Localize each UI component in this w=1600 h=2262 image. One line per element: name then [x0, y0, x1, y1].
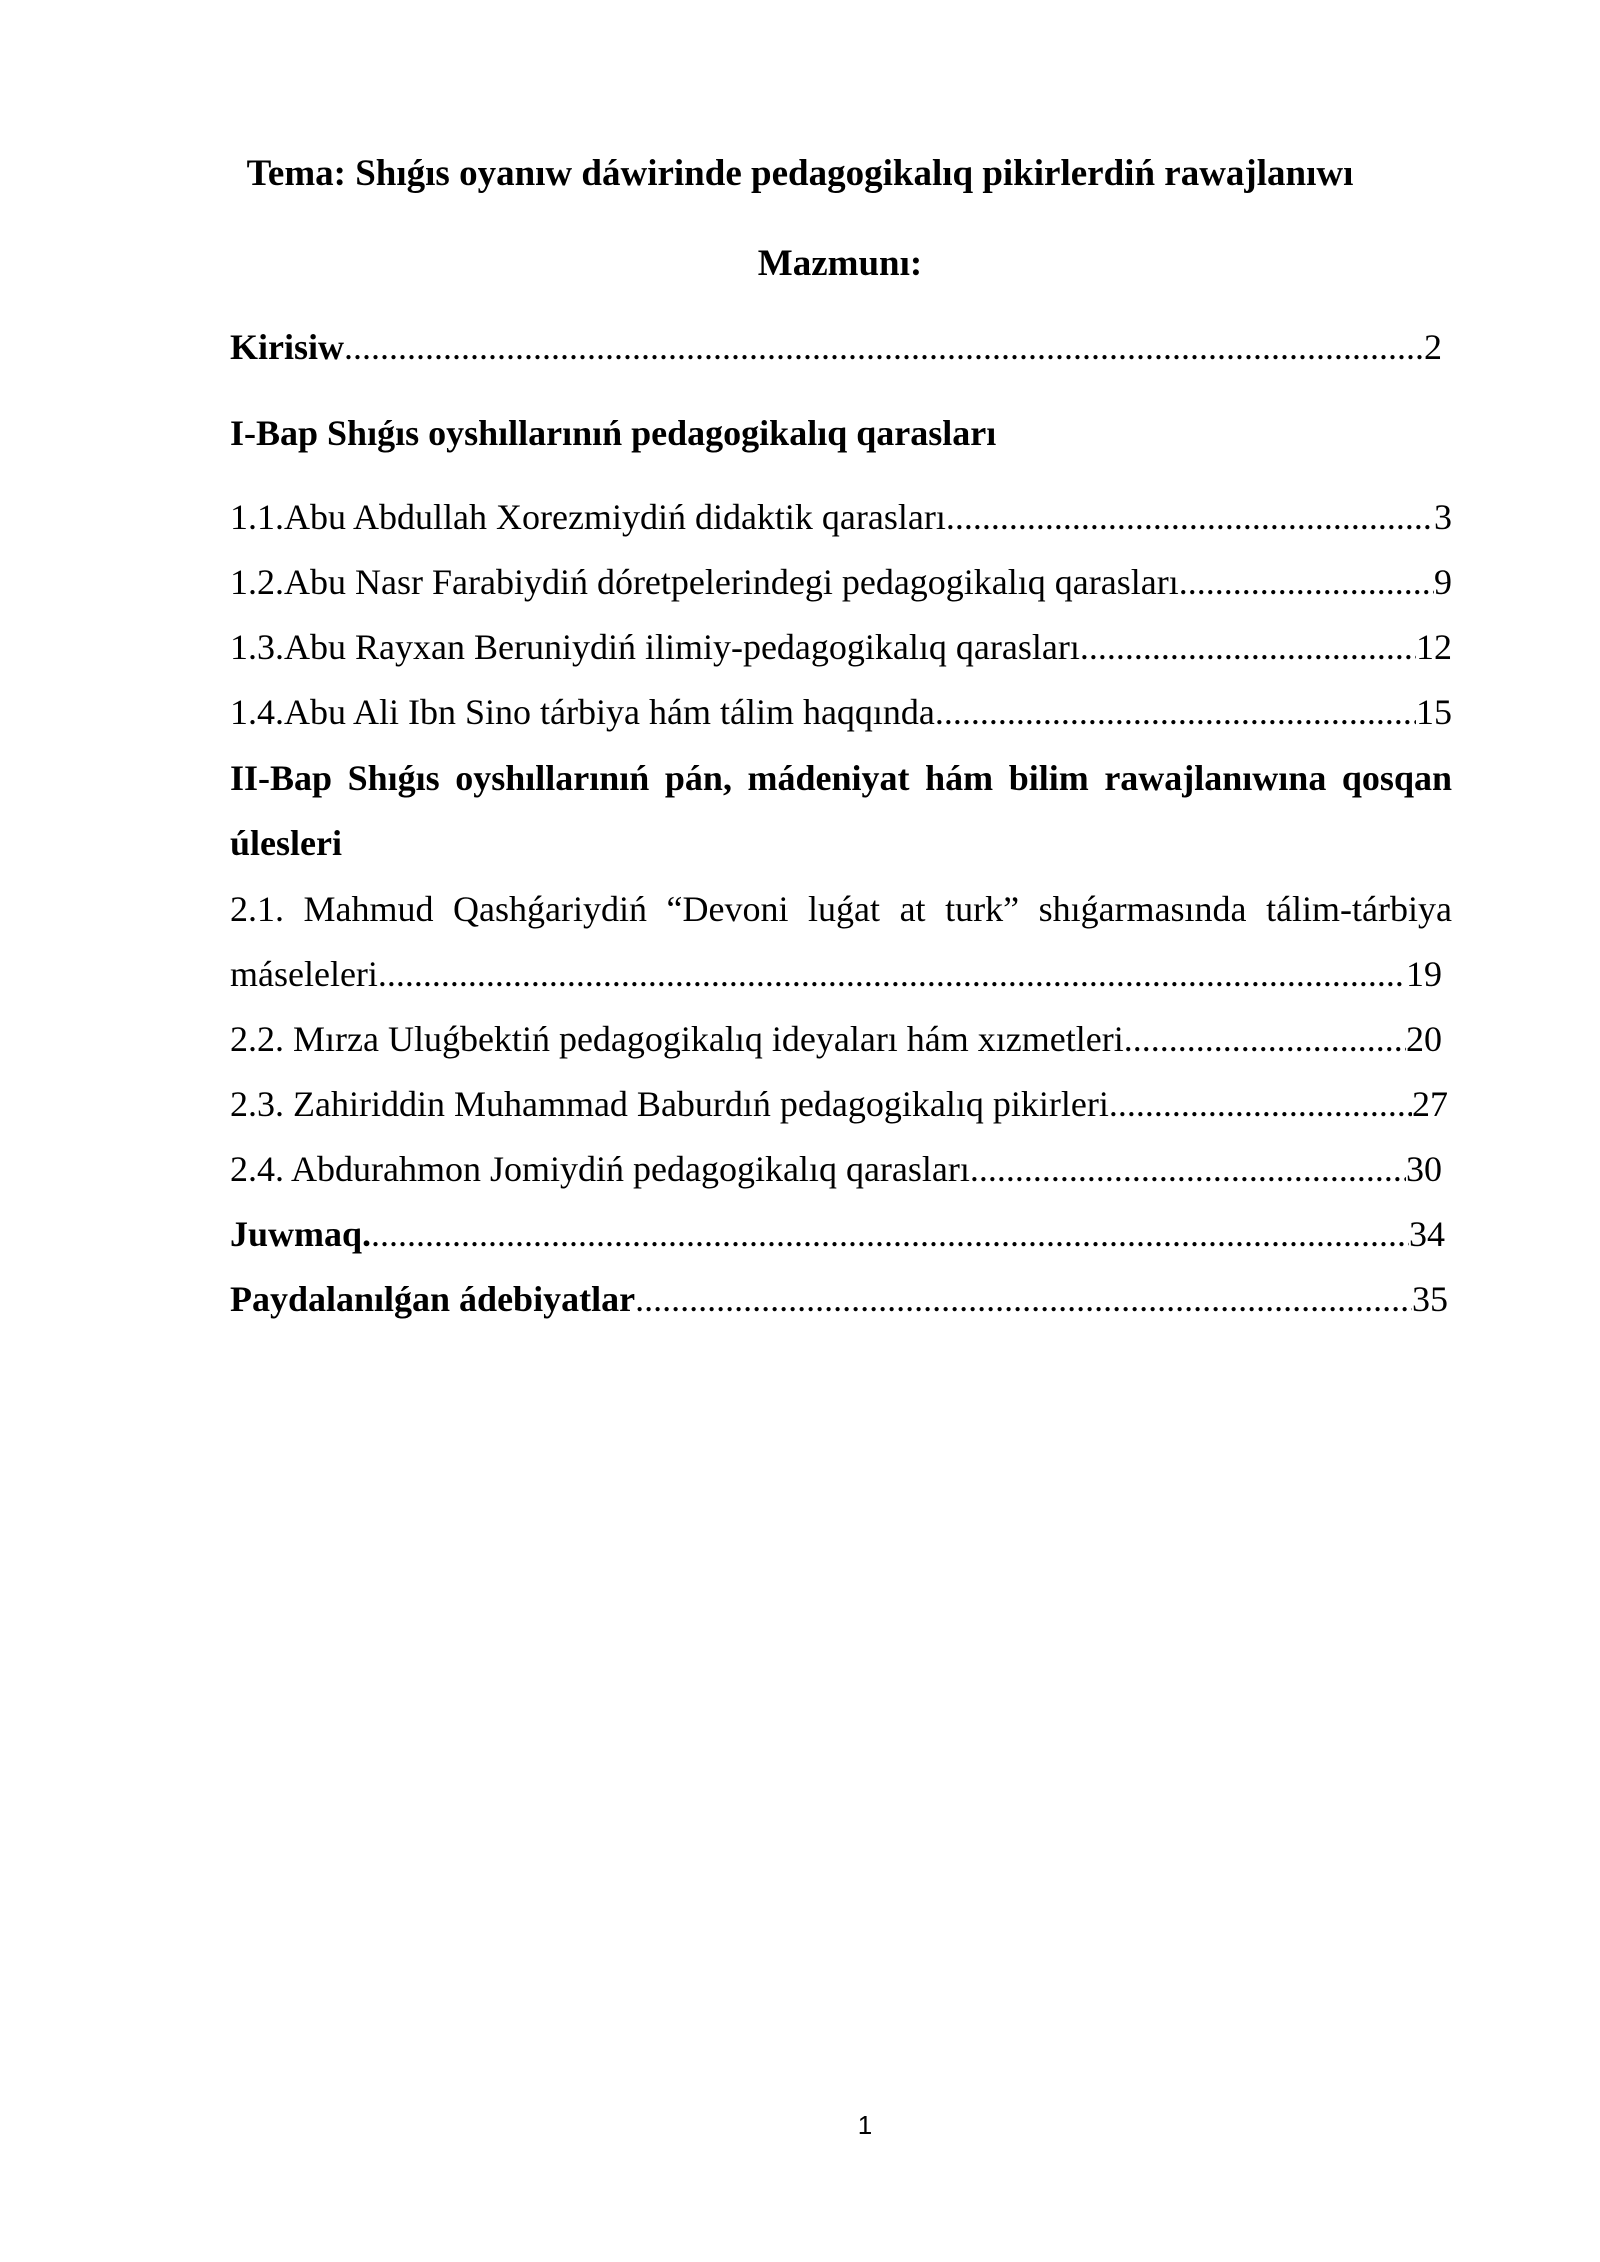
- toc-page-number: 27: [1412, 1084, 1448, 1124]
- toc-leader-dots: [635, 1278, 1412, 1320]
- toc-entry-label: Kirisiw: [230, 327, 344, 367]
- toc-entry-label: Juwmaq.: [230, 1214, 372, 1254]
- toc-item-number: 1.2.: [230, 562, 284, 602]
- toc-item-text: 2.3. Zahiriddin Muhammad Baburdıń pedagogikalıq pikirleri: [230, 1084, 1109, 1124]
- toc-item-text: Abu Abdullah Xorezmiydiń didaktik qarasları: [284, 497, 946, 537]
- document-title: Tema: Shıǵıs oyanıw dáwirinde pedagogikalıq pikirlerdiń rawajlanıwı: [246, 153, 1354, 194]
- toc-entry-2-1[interactable]: [230, 953, 1442, 995]
- toc-page-number: 2: [1424, 327, 1442, 367]
- toc-page-number: 9: [1434, 562, 1452, 602]
- toc-entry-references[interactable]: [230, 1278, 1448, 1320]
- chapter-1-heading: I-Bap Shıǵıs oyshıllarınıń pedagogikalıq qarasları: [230, 413, 997, 453]
- toc-item-text: 2.4. Abdurahmon Jomiydiń pedagogikalıq qarasları: [230, 1149, 970, 1189]
- toc-entry-1-3[interactable]: [230, 626, 1452, 668]
- toc-page-number: 19: [1406, 954, 1442, 994]
- toc-leader-dots: [1109, 1083, 1412, 1125]
- toc-entry-2-2[interactable]: [230, 1018, 1442, 1060]
- contents-heading: Mazmunı:: [757, 243, 923, 284]
- toc-leader-dots: [344, 326, 1424, 368]
- toc-item-text: Abu Rayxan Beruniydiń ilimiy-pedagogikalıq qarasları: [284, 627, 1080, 667]
- chapter-2-heading: II-Bap Shıǵıs oyshıllarınıń pán, mádeniyat hám bilim rawajlanıwına qosqan: [230, 758, 1452, 798]
- toc-item-text: Abu Ali Ibn Sino tárbiya hám tálim haqqında: [284, 692, 935, 732]
- toc-entry-2-3[interactable]: [230, 1083, 1448, 1125]
- toc-page-number: 34: [1409, 1214, 1445, 1254]
- chapter-2-heading-cont: úlesleri: [230, 823, 342, 863]
- toc-entry-label: Paydalanılǵan ádebiyatlar: [230, 1279, 636, 1319]
- toc-item-number: 1.4.: [230, 692, 284, 732]
- toc-entry-1-4[interactable]: [230, 691, 1452, 733]
- toc-page-number: 20: [1406, 1019, 1442, 1059]
- toc-leader-dots: [371, 1213, 1409, 1255]
- toc-page-number: 35: [1412, 1279, 1448, 1319]
- toc-entry-intro[interactable]: [230, 326, 1442, 368]
- toc-page-number: 3: [1434, 497, 1452, 537]
- toc-entry-2-4[interactable]: [230, 1148, 1442, 1190]
- toc-entry-2-1-line1[interactable]: 2.1. Mahmud Qashǵariydiń “Devoni luǵat at turk” shıǵarmasında tálim-tárbiya: [230, 889, 1452, 929]
- toc-page-number: 30: [1406, 1149, 1442, 1189]
- toc-leader-dots: [970, 1148, 1406, 1190]
- toc-leader-dots: [1080, 626, 1416, 668]
- page-number: 1: [857, 2110, 873, 2140]
- toc-leader-dots: [946, 496, 1434, 538]
- toc-item-text: Abu Nasr Farabiydiń dóretpelerindegi pedagogikalıq qarasları: [284, 562, 1179, 602]
- toc-entry-1-2[interactable]: [230, 561, 1452, 603]
- toc-item-number: 1.3.: [230, 627, 284, 667]
- toc-item-text: máseleleri: [230, 954, 378, 994]
- toc-leader-dots: [1124, 1018, 1406, 1060]
- toc-leader-dots: [935, 691, 1416, 733]
- toc-entry-1-1[interactable]: [230, 496, 1452, 538]
- toc-entry-conclusion[interactable]: [230, 1213, 1445, 1255]
- toc-leader-dots: [378, 953, 1406, 995]
- toc-item-text: 2.2. Mırza Uluǵbektiń pedagogikalıq ideyaları hám xızmetleri: [230, 1019, 1124, 1059]
- toc-page-number: 15: [1416, 692, 1452, 732]
- toc-page-number: 12: [1416, 627, 1452, 667]
- toc-leader-dots: [1179, 561, 1434, 603]
- toc-item-number: 1.1.: [230, 497, 284, 537]
